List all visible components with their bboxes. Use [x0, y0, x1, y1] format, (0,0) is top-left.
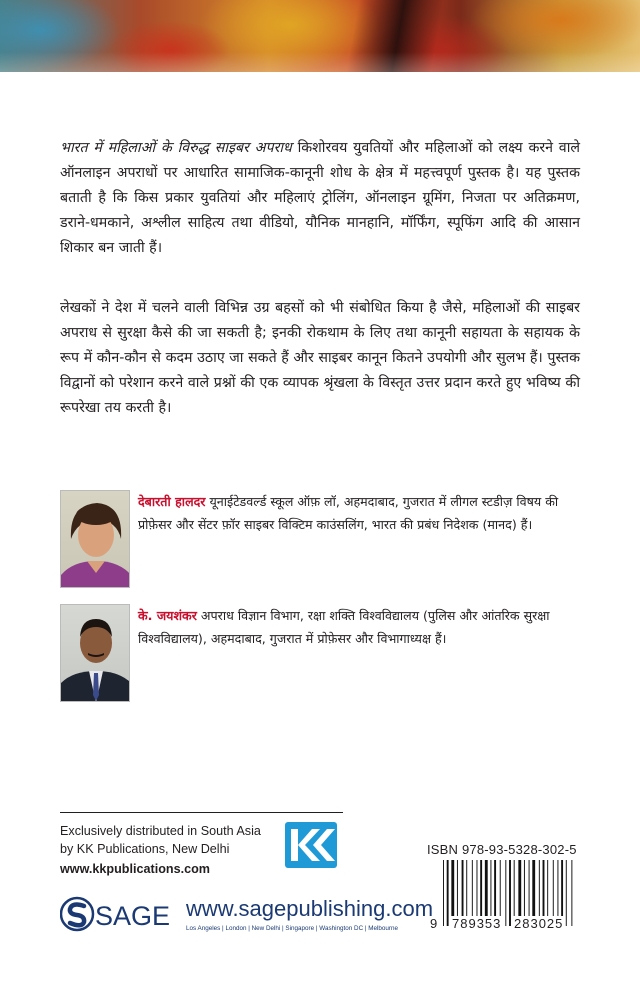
barcode-bar	[518, 860, 521, 918]
barcode-digits-group-1: 789353	[452, 916, 502, 931]
author-block-1	[60, 490, 585, 590]
barcode-bar	[561, 860, 563, 918]
distribution-divider	[60, 812, 343, 813]
cover-art-fade	[0, 52, 640, 72]
barcode-bar	[547, 860, 548, 918]
publisher-cities: Los Angeles | London | New Delhi | Singapore | Washington DC | Melbourne	[186, 925, 399, 932]
author-photo-2	[60, 604, 130, 702]
sage-logo	[60, 896, 190, 936]
author-name-2: के. जयशंकर	[138, 608, 197, 623]
kk-publications-logo	[285, 822, 337, 868]
barcode-bar	[462, 860, 464, 918]
barcode-digit-first: 9	[430, 916, 438, 931]
barcode-bar	[553, 860, 554, 918]
distributor-link[interactable]: www.kkpublications.com	[60, 862, 210, 876]
author-bio-2	[138, 604, 583, 650]
distribution-line-2: by KK Publications, New Delhi	[60, 842, 230, 856]
barcode-bar	[457, 860, 458, 918]
blurb-paragraph-1-text: किशोरवय युवतियों और महिलाओं को लक्ष्य करने वाले ऑनलाइन अपराधों पर आधारित सामाजिक-कानूनी शोध के क्षेत्र में महत्त्वपूर्ण पुस्तक है। यह पुस्तक बताती है कि किस प्रकार युवतियां और महिलाएं ट्रोलिंग, ऑनलाइन ग्रूमिंग, निजता पर अतिक्रमण, डराने-धमकाने, अश्लील साहित्य तथा वीडियो, यौनिक मानहानि, मॉर्फिंग, स्पूफिंग आदि की आसान शिकार बन जाती हैं।	[60, 140, 580, 256]
barcode-bar	[485, 860, 488, 918]
author-bio-text-1: यूनाईटेडवर्ल्ड स्कूल ऑफ़ लॉ, अहमदाबाद, गुजरात में लीगल स्टडीज़ विषय की प्रोफ़ेसर और सेंटर फ़ॉर साइबर विक्टिम काउंसलिंग, भारत की प्रबंध निदेशक (मानद) हैं।	[138, 494, 559, 532]
barcode-bar	[514, 860, 515, 918]
distribution-line-1: Exclusively distributed in South Asia	[60, 824, 261, 838]
barcode-bar	[539, 860, 540, 918]
author-bio-text-2: अपराध विज्ञान विभाग, रक्षा शक्ति विश्वविद्यालय (पुलिस और आंतरिक सुरक्षा विश्वविद्यालय), अहमदाबाद, गुजरात में प्रोफ़ेसर और विभागाध्यक्ष हैं।	[138, 608, 550, 646]
distribution-note	[60, 822, 280, 858]
barcode-digits	[430, 916, 590, 934]
barcode-bar	[524, 860, 525, 918]
sage-logo-text: SAGE	[95, 901, 171, 931]
barcode-bar	[472, 860, 473, 918]
barcode-bar	[477, 860, 478, 918]
book-title-italic: भारत में महिलाओं के विरुद्ध साइबर अपराध	[60, 140, 292, 156]
barcode-bar	[500, 860, 501, 918]
blurb-paragraph-1	[60, 136, 580, 261]
author-bio-1	[138, 490, 583, 536]
publisher-website-link[interactable]: www.sagepublishing.com	[186, 896, 434, 921]
barcode-bar	[451, 860, 454, 918]
barcode-bar	[466, 860, 467, 918]
barcode-bar	[532, 860, 535, 918]
barcode-bar	[543, 860, 545, 918]
author-block-2	[60, 604, 585, 704]
barcode-bar	[557, 860, 558, 918]
isbn-label: ISBN 978-93-5328-302-5	[427, 842, 577, 857]
blurb-paragraph-2: लेखकों ने देश में चलने वाली विभिन्न उग्र बहसों को भी संबोधित किया है जैसे, महिलाओं की साइबर अपराध से सुरक्षा कैसे की जा सकती है; इनकी रोकथाम के लिए तथा कानूनी सहायता के सहायक के रूप में कौन-कौन से कदम उठाए जा सकते हैं और साइबर कानून कितने उपयोगी और सुलभ हैं। पुस्तक विद्वानों को परेशान करने वाले प्रश्नों की एक व्यापक श्रृंखला के विस्तृत उत्तर प्रदान करते हुए भविष्य की रूपरेखा तय करती है।	[60, 300, 580, 416]
barcode-bar	[494, 860, 496, 918]
author-photo-1	[60, 490, 130, 588]
barcode-digits-group-2: 283025	[514, 916, 564, 931]
author-name-1: देबारती हालदर	[138, 494, 206, 509]
barcode-bar	[490, 860, 491, 918]
barcode-bar	[480, 860, 482, 918]
barcode-bar	[529, 860, 530, 918]
